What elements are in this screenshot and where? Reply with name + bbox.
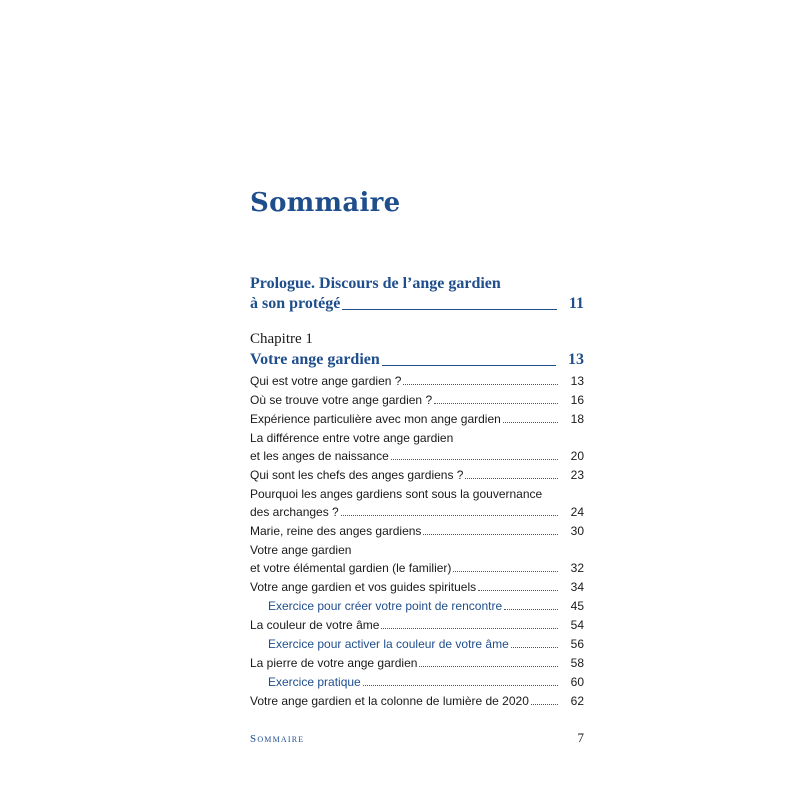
entry-text: Marie, reine des anges gardiens (250, 524, 422, 538)
toc-entry[interactable] (250, 616, 584, 634)
leader-line (423, 533, 558, 535)
page-number: 18 (570, 412, 584, 426)
entry-text: Exercice pour créer votre point de rencontre (268, 599, 503, 613)
leader-line (342, 308, 557, 310)
page-number: 23 (570, 468, 584, 482)
prologue-title-line2: à son protégé (250, 295, 341, 312)
entry-text: Votre ange gardien et vos guides spirituels (250, 580, 477, 594)
leader-line (465, 477, 558, 479)
page-number: 13 (570, 374, 584, 388)
toc-entry[interactable] (250, 372, 584, 390)
running-footer-label: Sommaire (250, 733, 305, 745)
toc-entry[interactable] (250, 692, 584, 710)
prologue-title-line1: Prologue. Discours de l’ange gardien (250, 275, 501, 292)
page-number: 45 (570, 599, 584, 613)
toc-entry[interactable] (250, 559, 584, 577)
leader-line (478, 589, 558, 591)
entry-text-line1: Pourquoi les anges gardiens sont sous la gouvernance (250, 487, 543, 501)
entry-text: des archanges ? (250, 505, 339, 519)
entry-text: et les anges de naissance (250, 449, 389, 463)
page-number: 32 (570, 561, 584, 575)
page-number: 30 (570, 524, 584, 538)
leader-line (382, 364, 556, 366)
toc-exercise-entry[interactable] (268, 673, 584, 691)
entry-text: Exercice pour activer la couleur de votre âme (268, 637, 509, 651)
toc-entry[interactable] (250, 503, 584, 521)
page-number: 56 (570, 637, 584, 651)
page-number: 58 (570, 656, 584, 670)
toc-chapter-title[interactable] (250, 349, 584, 371)
toc-entry[interactable] (250, 578, 584, 596)
leader-line (511, 646, 558, 648)
toc-exercise-entry[interactable] (268, 597, 584, 615)
entry-text: La pierre de votre ange gardien (250, 656, 418, 670)
page-title: Sommaire (250, 188, 401, 218)
page-number: 16 (570, 393, 584, 407)
chapter-title: Votre ange gardien (250, 351, 380, 368)
chapter-label: Chapitre 1 (250, 331, 313, 347)
toc-entry[interactable] (250, 391, 584, 409)
entry-text: Qui sont les chefs des anges gardiens ? (250, 468, 464, 482)
page-number: 60 (570, 675, 584, 689)
entry-text: Votre ange gardien et la colonne de lumière de 2020 (250, 694, 529, 708)
page-number: 34 (570, 580, 584, 594)
page-number: 62 (570, 694, 584, 708)
toc-entry[interactable] (250, 410, 584, 428)
page-number: 54 (570, 618, 584, 632)
toc-entry[interactable] (250, 522, 584, 540)
page-number: 13 (568, 351, 584, 368)
toc-prologue[interactable] (250, 293, 584, 315)
page-number: 11 (568, 295, 584, 312)
leader-line (503, 421, 558, 423)
page-number: 20 (570, 449, 584, 463)
entry-text: Où se trouve votre ange gardien ? (250, 393, 433, 407)
leader-line (434, 402, 558, 404)
entry-text: Qui est votre ange gardien ? (250, 374, 402, 388)
toc-entry[interactable] (250, 466, 584, 484)
entry-text-line1: Votre ange gardien (250, 543, 352, 557)
leader-line (419, 665, 558, 667)
toc-exercise-entry[interactable] (268, 635, 584, 653)
leader-line (403, 383, 558, 385)
page-number: 24 (570, 505, 584, 519)
leader-line (391, 458, 558, 460)
leader-line (341, 514, 558, 516)
toc-entry[interactable] (250, 447, 584, 465)
leader-line (504, 608, 558, 610)
entry-text: et votre élémental gardien (le familier) (250, 561, 452, 575)
toc-entry[interactable] (250, 654, 584, 672)
entry-text: Expérience particulière avec mon ange gardien (250, 412, 501, 426)
leader-line (531, 703, 558, 705)
entry-text-line1: La différence entre votre ange gardien (250, 431, 454, 445)
leader-line (381, 627, 558, 629)
entry-text: Exercice pratique (268, 675, 361, 689)
entry-text: La couleur de votre âme (250, 618, 380, 632)
folio-page-number: 7 (577, 730, 584, 745)
leader-line (453, 570, 558, 572)
leader-line (363, 684, 558, 686)
